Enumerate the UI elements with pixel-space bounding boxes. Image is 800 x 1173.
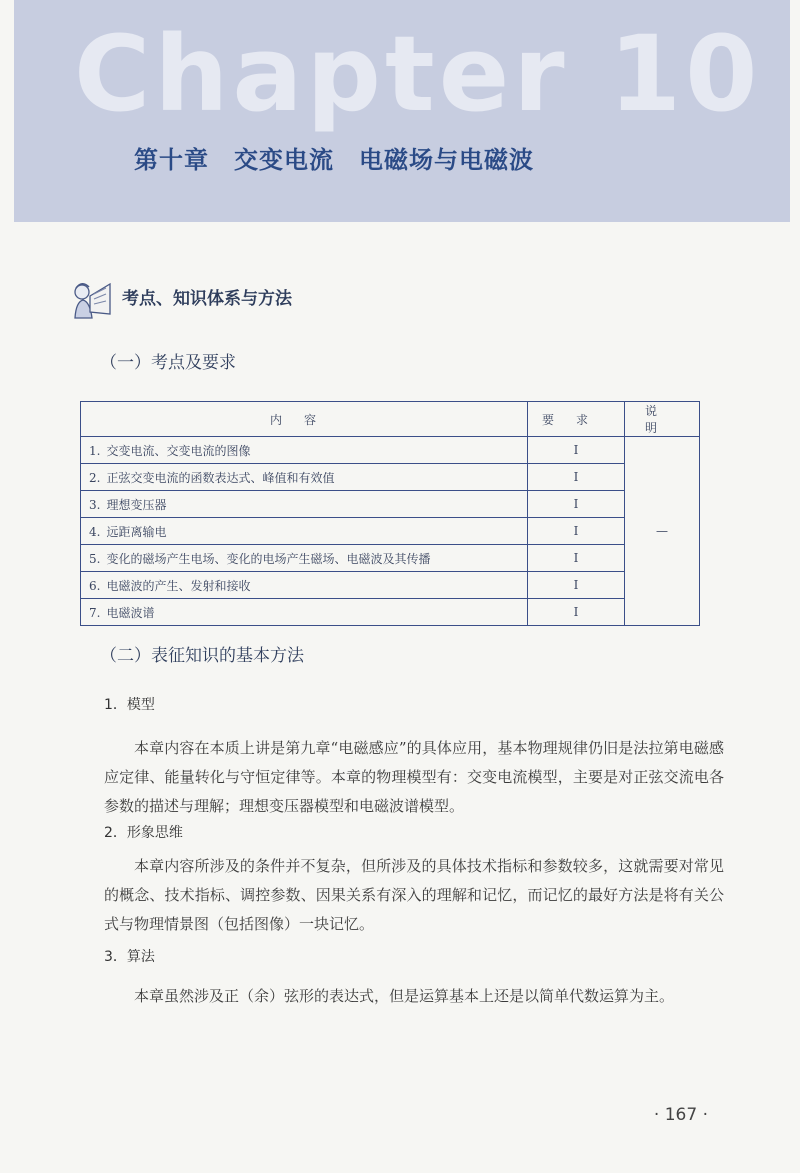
method-label-model: 1．模型 — [104, 697, 155, 713]
row-content: 1. 交变电流、交变电流的图像 — [81, 437, 528, 464]
row-requirement: I — [528, 491, 625, 518]
table-row — [81, 545, 700, 572]
row-requirement: I — [528, 572, 625, 599]
row-requirement: I — [528, 545, 625, 572]
row-content: 7. 电磁波谱 — [81, 599, 528, 626]
method-text-imagery: 本章内容所涉及的条件并不复杂，但所涉及的具体技术指标和参数较多，这就需要对常见的概念、技术指标、调控参数、因果关系有深入的理解和记忆，而记忆的最好方法是将有关公式与物理情景图（包括图像）一块记忆。 — [104, 857, 724, 933]
student-reading-icon — [70, 278, 114, 324]
table-header-row — [81, 402, 700, 437]
row-content: 2. 正弦交变电流的函数表达式、峰值和有效值 — [81, 464, 528, 491]
subsection-title-requirements: （一）考点及要求 — [100, 353, 236, 373]
table-row — [81, 599, 700, 626]
chapter-header-band — [14, 0, 790, 222]
method-label-algorithm: 3．算法 — [104, 949, 155, 965]
table-row — [81, 464, 700, 491]
table-row — [81, 437, 700, 464]
row-requirement: I — [528, 437, 625, 464]
row-requirement: I — [528, 518, 625, 545]
table-row — [81, 518, 700, 545]
row-content: 4. 远距离输电 — [81, 518, 528, 545]
table-row — [81, 572, 700, 599]
table-row — [81, 491, 700, 518]
header-content: 内容 — [81, 402, 528, 437]
header-note: 说明 — [625, 402, 700, 437]
header-requirement: 要求 — [528, 402, 625, 437]
row-requirement: I — [528, 599, 625, 626]
chapter-watermark: Chapter 10 — [74, 13, 762, 135]
row-content: 5. 变化的磁场产生电场、变化的电场产生磁场、电磁波及其传播 — [81, 545, 528, 572]
subsection-title-methods: （二）表征知识的基本方法 — [100, 646, 304, 666]
method-text-model: 本章内容在本质上讲是第九章“电磁感应”的具体应用，基本物理规律仍旧是法拉第电磁感应定律、能量转化与守恒定律等。本章的物理模型有：交变电流模型，主要是对正弦交流电各参数的描述与理解；理想变压器模型和电磁波谱模型。 — [104, 739, 724, 815]
page-number: · 167 · — [653, 1105, 708, 1125]
section-title: 考点、知识体系与方法 — [122, 289, 292, 309]
chapter-title: 第十章 交变电流 电磁场与电磁波 — [134, 146, 534, 174]
requirements-table — [80, 401, 700, 626]
method-label-imagery: 2．形象思维 — [104, 825, 183, 841]
row-content: 3. 理想变压器 — [81, 491, 528, 518]
note-cell: — — [625, 437, 700, 626]
method-text-algorithm: 本章虽然涉及正（余）弦形的表达式，但是运算基本上还是以简单代数运算为主。 — [134, 987, 675, 1005]
row-content: 6. 电磁波的产生、发射和接收 — [81, 572, 528, 599]
row-requirement: I — [528, 464, 625, 491]
